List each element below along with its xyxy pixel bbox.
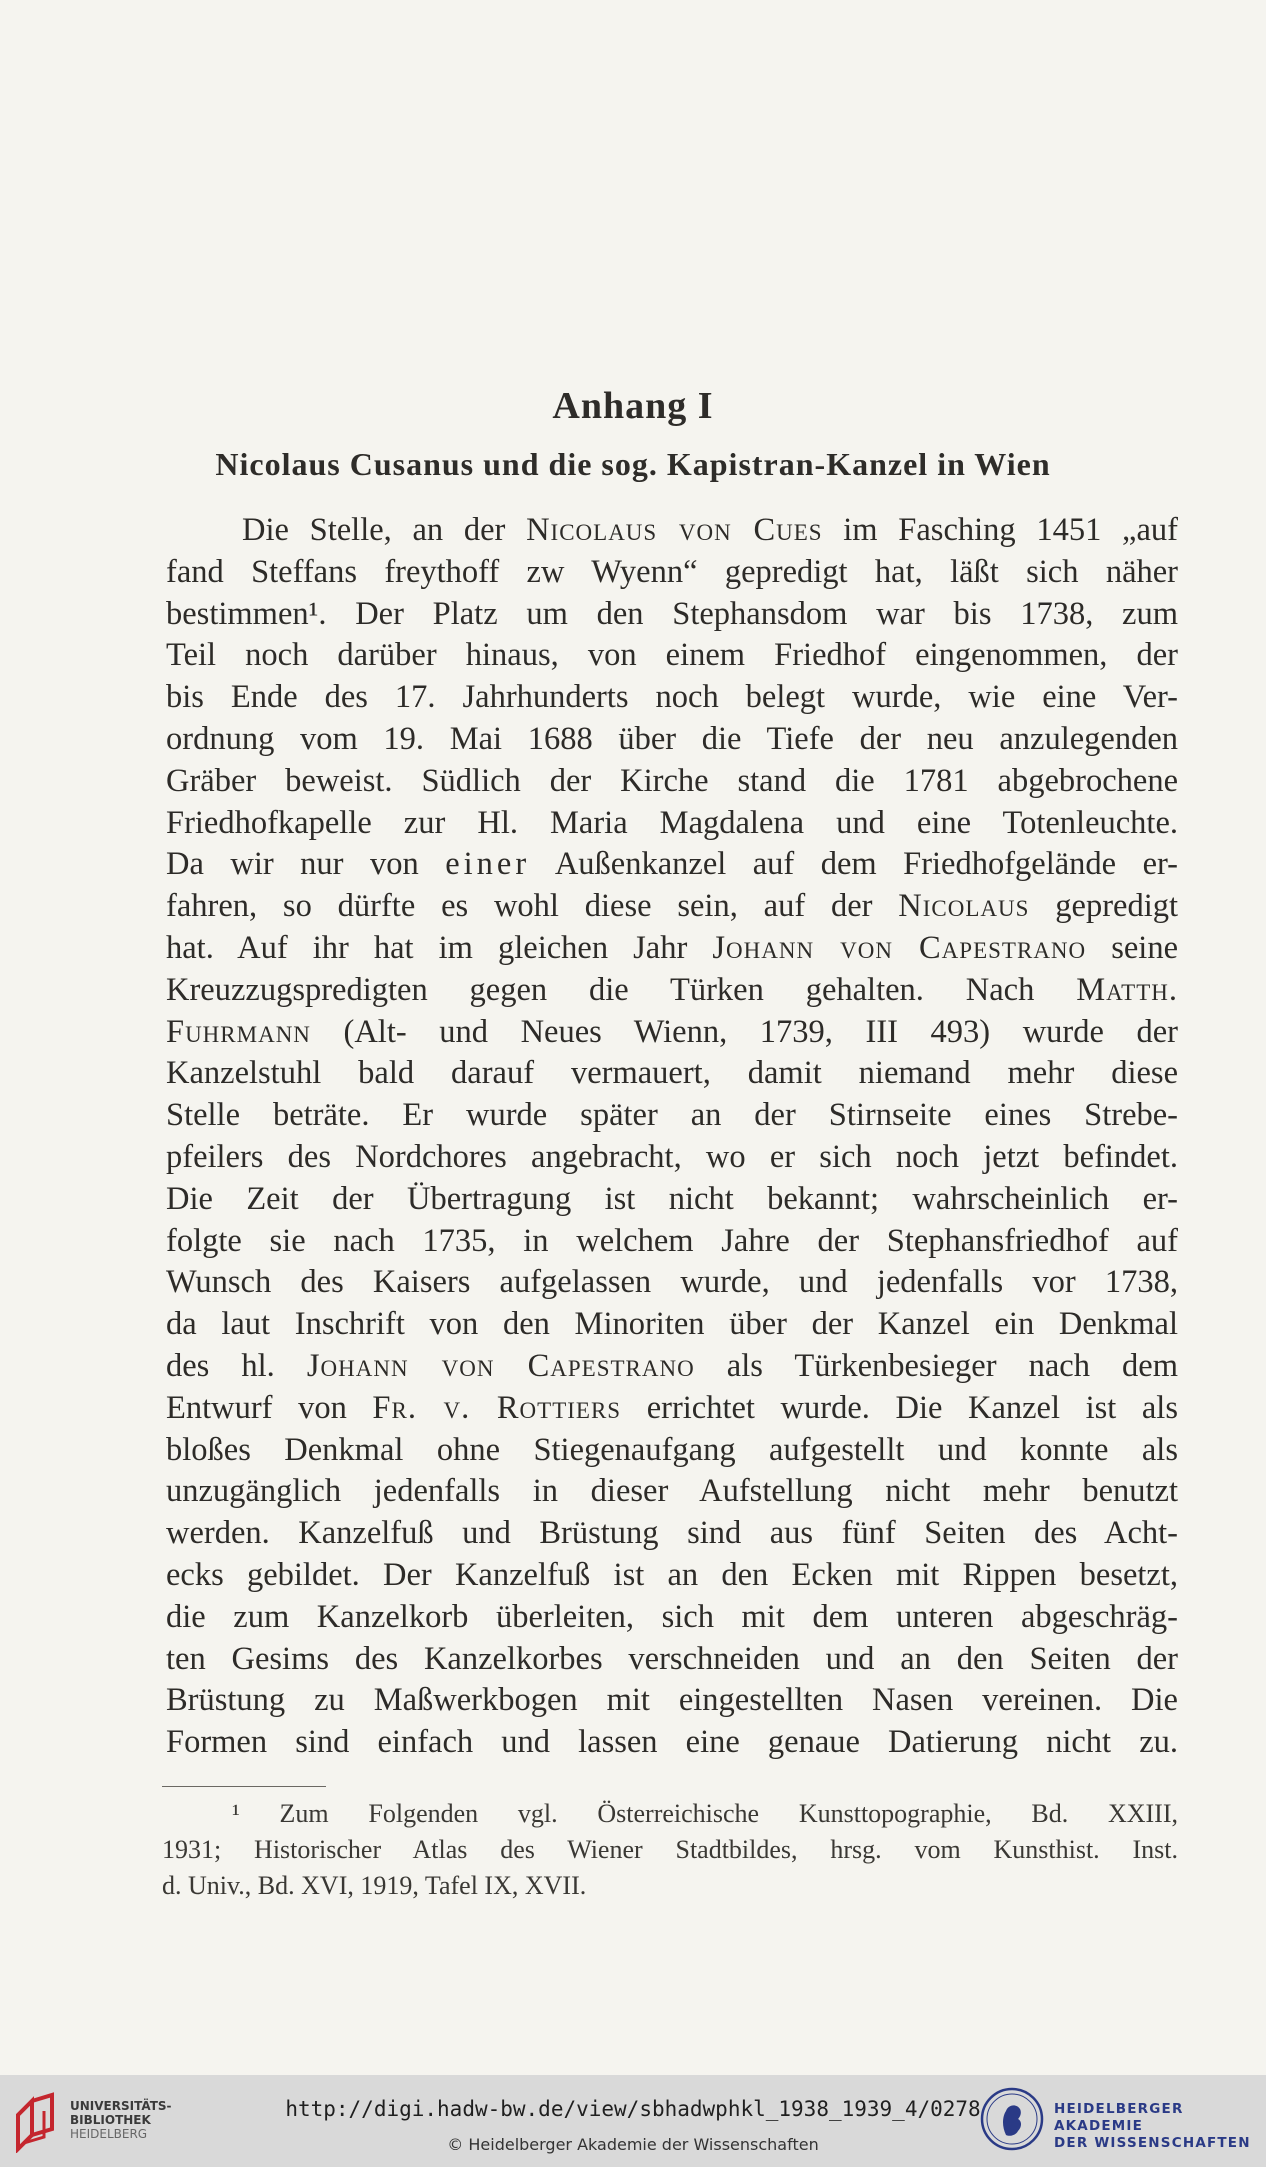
library-line-1: UNIVERSITÄTS- [70, 2099, 172, 2113]
footnote-line: d. Univ., Bd. XVI, 1919, Tafel IX, XVII. [162, 1871, 587, 1900]
text-line [166, 1471, 1178, 1513]
text-run: Entwurf von [166, 1389, 373, 1426]
text-line [166, 761, 1178, 803]
text-run: pfeilers des Nordchores angebracht, wo er sich noch jetzt befindet. [166, 1138, 1178, 1175]
appendix-title: Anhang I [552, 385, 714, 427]
text-run: des hl. [166, 1347, 307, 1384]
text-line [166, 510, 1178, 552]
library-line-2: BIBLIOTHEK [70, 2113, 151, 2127]
text-run: Friedhofkapelle zur Hl. Maria Magdalena und eine Totenleuchte. [166, 804, 1178, 841]
footer-bar [0, 2075, 1266, 2167]
text-line [166, 886, 1178, 928]
name-small-caps: Fr. v. Rottiers [372, 1389, 622, 1426]
academy-line-2: DER WISSENSCHAFTEN [1054, 2135, 1251, 2151]
library-line-3: HEIDELBERG [70, 2127, 148, 2141]
text-run: hat. Auf ihr hat im gleichen Jahr [166, 929, 713, 966]
text-run: Gräber beweist. Südlich der Kirche stand die 1781 abgebrochene [166, 762, 1178, 799]
text-run: Da wir nur von [166, 846, 446, 883]
text-line [166, 970, 1178, 1012]
text-line [166, 928, 1178, 970]
text-run: werden. Kanzelfuß und Brüstung sind aus fünf Seiten des Acht- [166, 1515, 1178, 1552]
text-run: bis Ende des 17. Jahrhunderts noch belegt wurde, wie eine Ver- [166, 679, 1178, 716]
text-run: bloßes Denkmal ohne Stiegenaufgang aufgestellt und konnte als [166, 1431, 1178, 1468]
text-run: Stelle beträte. Er wurde später an der Stirnseite eines Strebe- [166, 1097, 1178, 1134]
text-line [166, 1722, 1178, 1764]
academy-name [1054, 2101, 1266, 2152]
text-line [166, 1012, 1178, 1054]
footnote-divider [162, 1786, 326, 1787]
text-run: seine [1086, 929, 1178, 966]
text-line [166, 1597, 1178, 1639]
text-run: als Türkenbesieger nach dem [694, 1347, 1178, 1384]
text-run: ordnung vom 19. Mai 1688 über die Tiefe der neu anzulegenden [166, 720, 1178, 757]
text-line [166, 1430, 1178, 1472]
footnote-line: ¹ Zum Folgenden vgl. Österreichische Kunsttopographie, Bd. XXIII, [232, 1799, 1178, 1828]
text-run: fahren, so dürfte es wohl diese sein, auf der [166, 888, 899, 925]
text-run: Die Stelle, an der [242, 512, 527, 548]
text-run: unzugänglich jedenfalls in dieser Aufstellung nicht mehr benutzt [166, 1473, 1178, 1510]
text-line [166, 1262, 1178, 1304]
text-run: errichtet wurde. Die Kanzel ist als [621, 1389, 1178, 1426]
text-line [166, 1555, 1178, 1597]
text-run: bestimmen¹. Der Platz um den Stephansdom war bis 1738, zum [166, 595, 1178, 632]
text-line [166, 1680, 1178, 1722]
name-small-caps: Fuhrmann [166, 1013, 311, 1050]
permalink-url[interactable]: http://digi.hadw-bw.de/view/sbhadwphkl_1938_1939_4/0278 [285, 2097, 981, 2121]
body-paragraph [166, 510, 1178, 1764]
text-run: da laut Inschrift von den Minoriten über der Kanzel ein Denkmal [166, 1306, 1178, 1343]
text-line [166, 719, 1178, 761]
name-small-caps: Nicolaus von Cues [526, 512, 823, 548]
name-small-caps: Matth. [1076, 971, 1178, 1008]
text-line [166, 844, 1178, 886]
text-line [166, 1179, 1178, 1221]
text-line [166, 1304, 1178, 1346]
name-small-caps: Nicolaus [898, 888, 1030, 925]
text-line [166, 1053, 1178, 1095]
text-line [166, 594, 1178, 636]
text-line [166, 1639, 1178, 1681]
text-line [166, 1513, 1178, 1555]
text-run: Formen sind einfach und lassen eine genaue Datierung nicht zu. [166, 1724, 1178, 1761]
text-run: Brüstung zu Maßwerkbogen mit eingestellten Nasen vereinen. Die [166, 1682, 1178, 1719]
text-line [166, 1095, 1178, 1137]
name-small-caps: Johann von Capestrano [306, 1347, 695, 1384]
text-line [166, 677, 1178, 719]
academy-seal-icon [980, 2087, 1044, 2151]
text-run: ecks gebildet. Der Kanzelfuß ist an den Ecken mit Rippen besetzt, [166, 1556, 1178, 1593]
emphasis-spaced: einer [445, 846, 531, 883]
text-line [166, 552, 1178, 594]
text-run: folgte sie nach 1735, in welchem Jahre der Stephansfriedhof auf [166, 1222, 1178, 1259]
text-run: gepredigt [1029, 888, 1178, 925]
text-line [166, 1388, 1178, 1430]
text-run: Kanzelstuhl bald darauf vermauert, damit niemand mehr diese [166, 1055, 1178, 1092]
text-run: ten Gesims des Kanzelkorbes verschneiden und an den Seiten der [166, 1640, 1178, 1677]
text-run: Die Zeit der Übertragung ist nicht bekannt; wahrscheinlich er- [166, 1180, 1178, 1217]
text-line [166, 1346, 1178, 1388]
text-run: die zum Kanzelkorb überleiten, sich mit dem unteren abgeschräg- [166, 1598, 1178, 1635]
text-run: Kreuzzugspredigten gegen die Türken gehalten. Nach [166, 971, 1077, 1008]
academy-line-1: HEIDELBERGER AKADEMIE [1054, 2101, 1184, 2134]
footnote [162, 1796, 1178, 1904]
text-line [166, 635, 1178, 677]
copyright-notice: © Heidelberger Akademie der Wissenschaften [447, 2135, 819, 2154]
text-run: Außenkanzel auf dem Friedhofgelände er- [530, 846, 1178, 883]
appendix-subtitle: Nicolaus Cusanus und die sog. Kapistran-Kanzel in Wien [215, 446, 1051, 482]
name-small-caps: Johann von Capestrano [712, 929, 1087, 966]
text-line [166, 1137, 1178, 1179]
text-run: Teil noch darüber hinaus, von einem Friedhof eingenommen, der [166, 637, 1178, 674]
text-run: (Alt- und Neues Wienn, 1739, III 493) wurde der [310, 1013, 1178, 1050]
text-line [166, 803, 1178, 845]
text-run: im Fasching 1451 „auf [822, 512, 1178, 548]
text-run: fand Steffans freythoff zw Wyenn“ gepredigt hat, läßt sich näher [166, 553, 1178, 590]
footnote-line: 1931; Historischer Atlas des Wiener Stadtbildes, hrsg. vom Kunsthist. Inst. [162, 1835, 1178, 1864]
text-run: Wunsch des Kaisers aufgelassen wurde, und jedenfalls vor 1738, [166, 1264, 1178, 1301]
text-line [166, 1221, 1178, 1263]
